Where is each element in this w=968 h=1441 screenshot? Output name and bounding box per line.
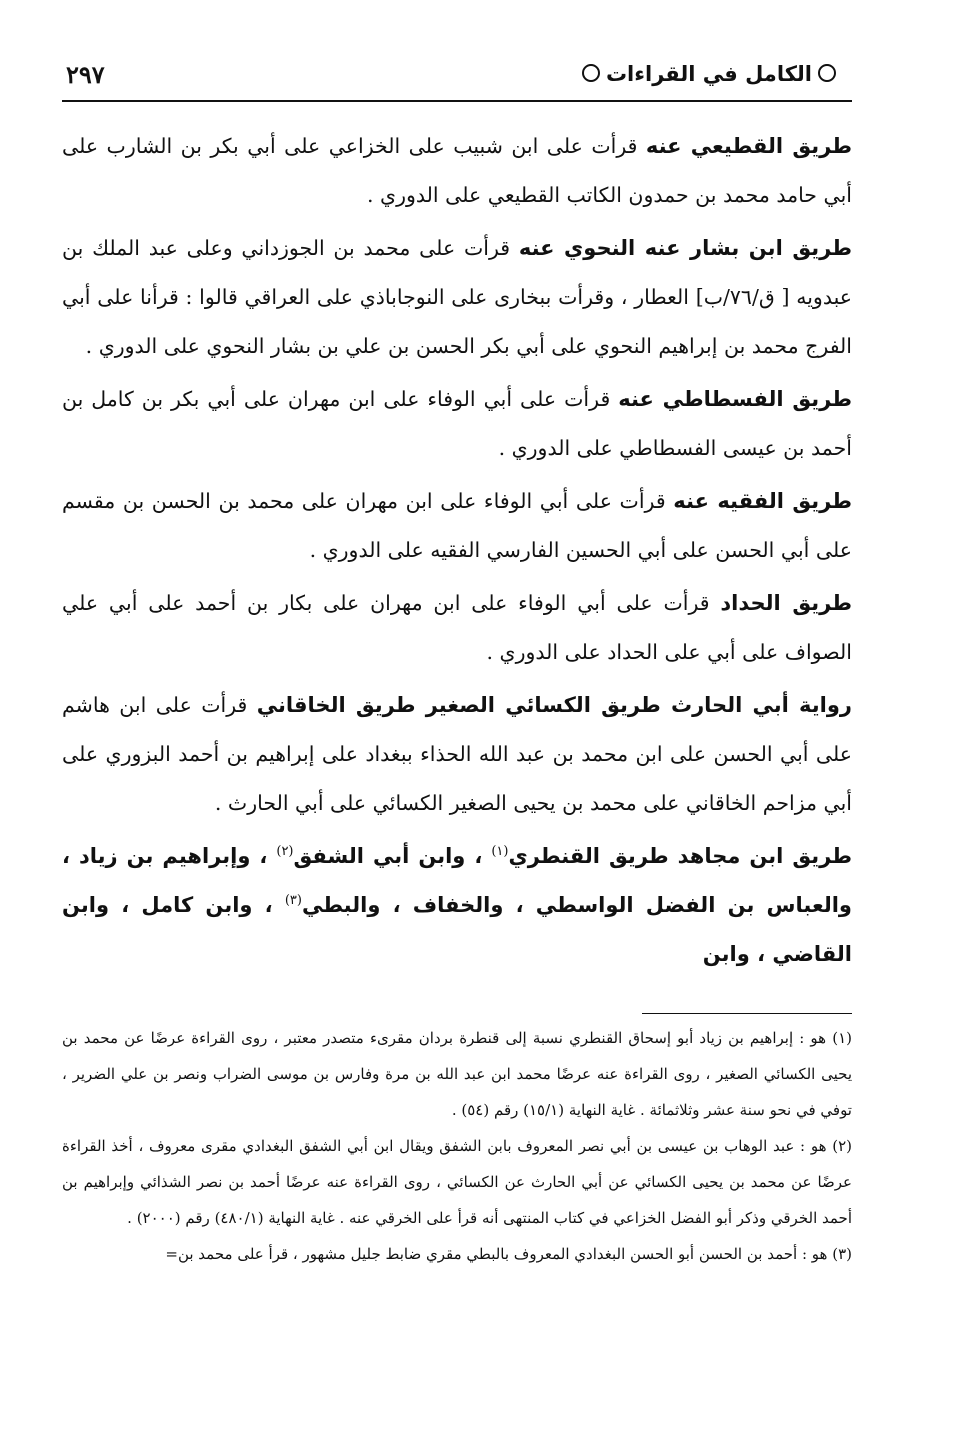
- footnote: (١) هو : إبراهيم بن زياد أبو إسحاق القنطري نسبة إلى قنطرة بردان مقرىء متصدر معتبر ، روى القراءة عرضًا عن محمد بن يحيى الكسائي الصغير ، روى القراءة عنه عرضًا محمد ابن عبد الله بن مرة وفارس بن موسى الضراب ونصر بن علي الضرير ، توفي في نحو سنة عشر وثلاثمائة . غاية النهاية (١٥/١) رقم (٥٤) .: [62, 1029, 852, 1119]
- paragraph-last: [62, 832, 852, 979]
- paragraph: [62, 224, 852, 371]
- paragraph-lead: طريق الفقيه عنه: [673, 489, 852, 513]
- footnote-ref-2: (٢): [276, 844, 294, 860]
- paragraph: [62, 122, 852, 220]
- paragraph: [62, 375, 852, 473]
- last-part-3: ، وإبراهيم بن زياد ، والعباس بن الفضل الواسطي ، والخفاف ، والبطي: [62, 844, 852, 917]
- footnote: (٣) هو : أحمد بن الحسن أبو الحسن البغدادي المعروف بالبطي مقري ضابط جليل مشهور ، قرأ على محمد بن=: [165, 1245, 852, 1263]
- paragraph-text: قرأت على ابن شبيب على الخزاعي على أبي بكر بن الشارب على أبي حامد محمد بن حمدون الكاتب القطيعي على الدوري .: [62, 134, 852, 207]
- main-text: [62, 122, 852, 979]
- footnotes: [62, 1020, 852, 1272]
- footnote: (٢) هو : عبد الوهاب بن عيسى بن أبي نصر المعروف بابن الشفق ويقال ابن أبي الشفق البغدادي مقرى معروف ، أخذ القراءة عرضًا عن محمد بن يحيى الكسائي عن أبي الحارث عن الكسائي ، روى القراءة عنه عرضًا أحمد بن نصر الشذائي وإبراهيم بن أحمد الخرقي وذكر أبو الفضل الخزاعي في كتاب المنتهى أنه قرأ على الخرقي عنه . غاية النهاية (٤٨٠/١) رقم (٢٠٠٠) .: [62, 1137, 852, 1227]
- paragraph: [62, 681, 852, 828]
- running-title: [576, 62, 842, 86]
- book-page: [62, 58, 852, 1272]
- paragraph-lead: رواية أبي الحارث طريق الكسائي الصغير طريق الخاقاني: [256, 693, 852, 717]
- paragraph-lead: طريق القطيعي عنه: [645, 134, 852, 158]
- paragraph-text: قرأت على أبي الوفاء على ابن مهران على بكار بن أحمد على أبي علي الصواف على أبي على الحداد على الدوري .: [62, 591, 852, 664]
- paragraph-text: قرأت على محمد بن الجوزداني وعلى عبد الملك بن عبدويه [ ق/٧٦/ب] العطار ، وقرأت ببخارى على النوجاباذي على العراقي قالوا : قرأنا على أبي الفرج محمد بن إبراهيم النحوي على أبي بكر الحسن بن علي بن بشار النحوي على الدوري .: [62, 236, 852, 358]
- page-header: [62, 58, 852, 102]
- ring-ornament-icon: [818, 64, 836, 82]
- ring-ornament-icon: [582, 64, 600, 82]
- running-title-text: الكامل في القراءات: [605, 62, 812, 86]
- paragraph-text: قرأت على ابن هاشم على أبي الحسن على ابن محمد بن عبد الله الحذاء ببغداد على إبراهيم بن أحمد البزوري على أبي مزاحم الخاقاني على محمد بن يحيى الصغير الكسائي على أبي الحارث .: [62, 693, 852, 815]
- last-part-2: ، وابن أبي الشفق: [293, 844, 492, 868]
- footnote-separator: [642, 1013, 852, 1014]
- paragraph-text: قرأت على أبي الوفاء على ابن مهران على أبي بكر بن كامل بن أحمد بن عيسى الفسطاطي على الدوري .: [62, 387, 852, 460]
- paragraph-lead: طريق الفسطاطي عنه: [618, 387, 852, 411]
- footnote-ref-1: (١): [491, 844, 509, 860]
- paragraph-lead: طريق ابن بشار عنه النحوي عنه: [518, 236, 852, 260]
- paragraph: [62, 477, 852, 575]
- paragraph: [62, 579, 852, 677]
- last-part-1: طريق ابن مجاهد طريق القنطري: [508, 844, 852, 868]
- footnote-ref-3: (٣): [284, 893, 302, 909]
- page-number: ٢٩٧: [66, 60, 105, 89]
- last-part-4: ، وابن كامل ، وابن القاضي ، وابن: [62, 893, 852, 966]
- paragraph-text: قرأت على أبي الوفاء على ابن مهران على محمد بن الحسن بن مقسم على أبي الحسن على أبي الحسين الفارسي الفقيه على الدوري .: [62, 489, 852, 562]
- paragraph-lead: طريق الحداد: [720, 591, 852, 615]
